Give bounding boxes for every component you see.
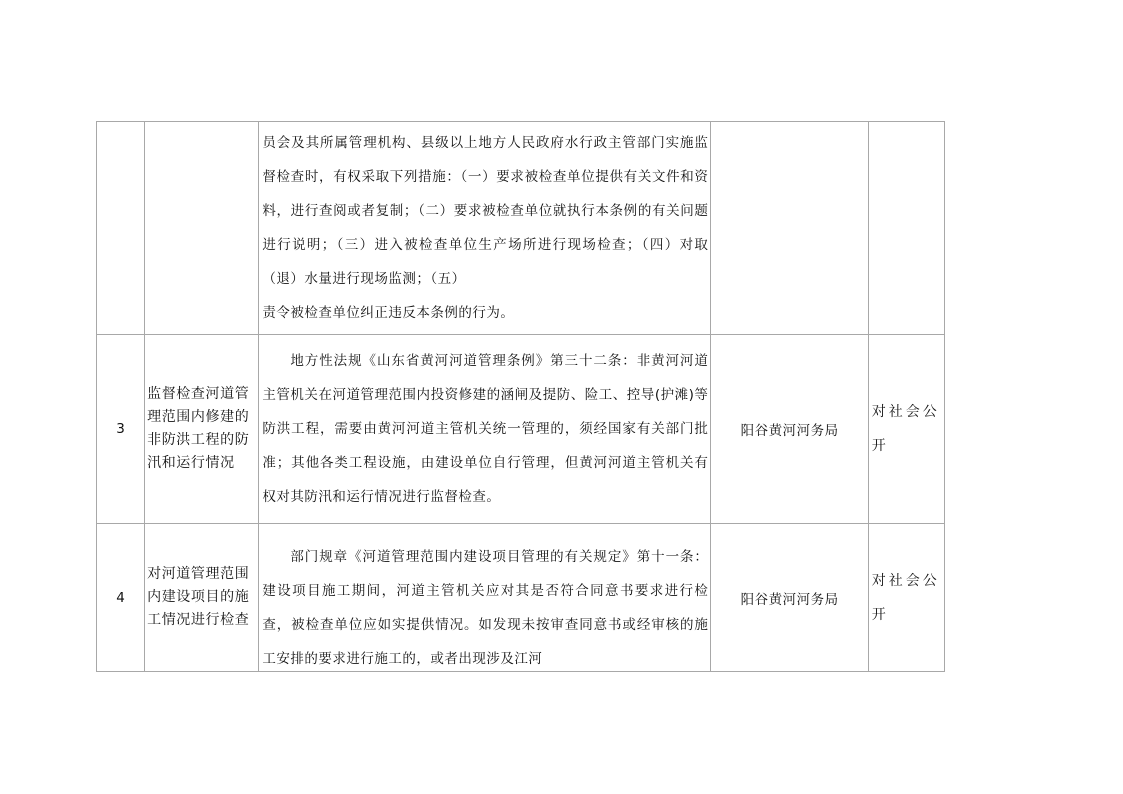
table-row <box>97 335 945 524</box>
basis-text-lines: 员会及其所属管理机构、县级以上地方人民政府水行政主管部门实施监督检查时，有权采取下列措施：（一）要求被检查单位提供有关文件和资料，进行查阅或者复制；（二）要求被检查单位就执行本条例的有关问题进行说明；（三）进入被检查单位生产场所进行现场检查；（四）对取（退）水量进行现场监测；（五） <box>262 135 709 287</box>
publicity-text: 对社会公开 <box>871 572 940 623</box>
row-number-cell: 4 <box>97 524 145 672</box>
table-row <box>97 524 945 672</box>
basis-text <box>259 126 710 330</box>
basis-text: 部门规章《河道管理范围内建设项目管理的有关规定》第十一条：建设项目施工期间，河道主管机关应对其是否符合同意书要求进行检查，被检查单位应如实提供情况。如发现未按审查同意书或经审核的施工安排的要求进行施工的，或者出现涉及江河 <box>262 549 709 667</box>
basis-clip <box>259 524 710 671</box>
basis-cell <box>259 122 711 335</box>
item-text: 监督检查河道管理范围内修建的非防洪工程的防汛和运行情况 <box>147 386 250 471</box>
record-table <box>96 121 945 672</box>
org-cell: 阳谷黄河河务局 <box>711 335 868 524</box>
basis-text-last-line: 责令被检查单位纠正违反本条例的行为。 <box>262 305 515 321</box>
table-row <box>97 122 945 335</box>
publicity-cell <box>868 122 944 335</box>
org-cell: 阳谷黄河河务局 <box>711 524 868 672</box>
item-text: 对河道管理范围内建设项目的施工情况进行检查 <box>147 566 250 628</box>
basis-cell <box>259 524 711 672</box>
publicity-cell <box>868 524 944 672</box>
item-cell <box>145 335 259 524</box>
publicity-text: 对社会公开 <box>871 404 940 454</box>
basis-cell <box>259 335 711 524</box>
basis-text: 地方性法规《山东省黄河河道管理条例》第三十二条：非黄河河道主管机关在河道管理范围内投资修建的涵闸及提防、险工、控导(护滩)等防洪工程，需要由黄河河道主管机关统一管理的，须经国家有关部门批准；其他各类工程设施，由建设单位自行管理，但黄河河道主管机关有权对其防汛和运行情况进行监督检查。 <box>262 353 709 505</box>
item-cell <box>145 122 259 335</box>
row-number-cell: 3 <box>97 335 145 524</box>
row-number-cell <box>97 122 145 335</box>
org-cell <box>711 122 868 335</box>
item-cell <box>145 524 259 672</box>
publicity-cell <box>868 335 944 524</box>
